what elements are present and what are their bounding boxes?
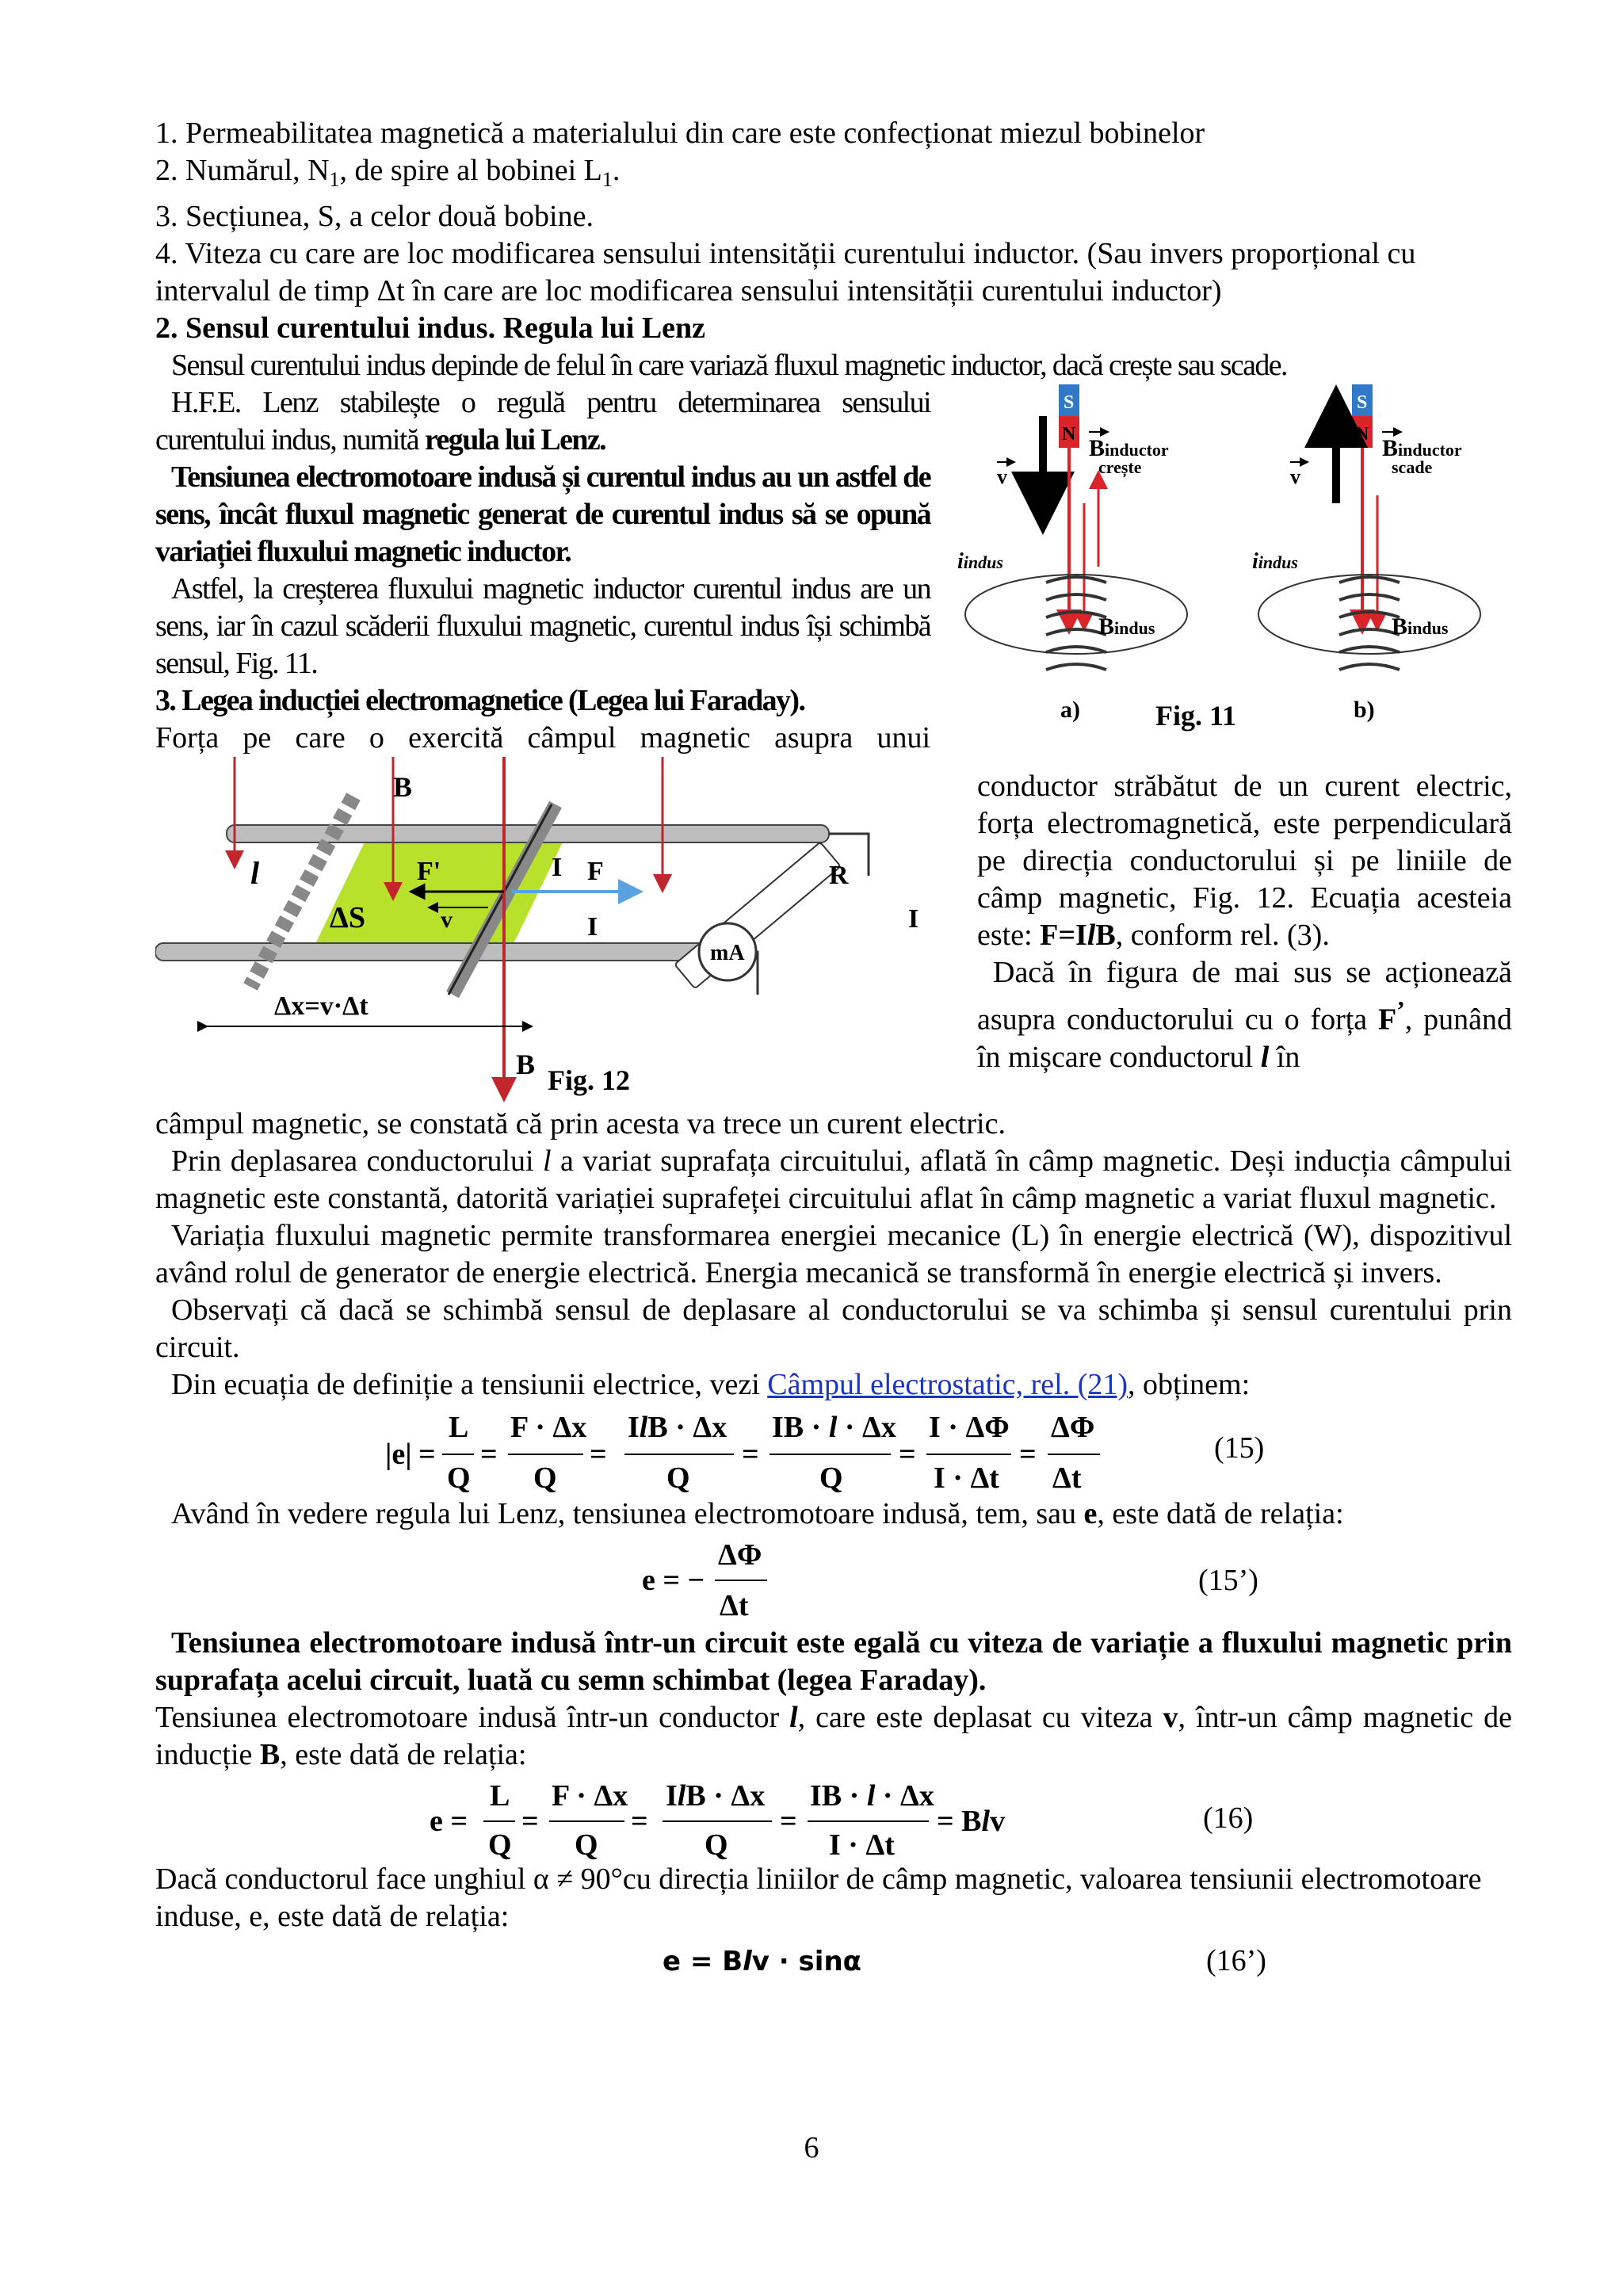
eq16-f1-num: L [490, 1779, 510, 1813]
label-f: F [587, 857, 604, 886]
equation-15 [155, 1408, 1512, 1496]
eq16-result: = Blv [937, 1805, 1006, 1838]
eq16-f3-num: IlB · Δx [666, 1779, 766, 1813]
eq15-f4-num: IB · l · Δx [772, 1411, 896, 1444]
paragraph-continuation: câmpul magnetic, se constată că prin acesta va trece un curent electric. [155, 1107, 1006, 1140]
label-i-3: I [908, 904, 919, 934]
label-v-a: v [997, 465, 1007, 488]
paragraph-observe: Observați că dacă se schimbă sensul de deplasare al conductorului se va schimba și sensul curentului prin circuit. [155, 1293, 1512, 1364]
label-i-indus-b: iindus [1252, 549, 1298, 574]
label-b-inductor-a: Binductor [1089, 435, 1169, 461]
section-3-heading: 3. Legea inducției electromagnetice (Legea lui Faraday). [155, 684, 805, 717]
label-v: v [441, 907, 453, 933]
eq15-f3-num: IlB · Δx [628, 1411, 727, 1444]
force-description: conductor străbătut de un curent electric, forța electromagnetică, este perpendiculară pe direcția conductorului și pe liniile de câmp magnetic, Fig. 12. Ecuația acesteia este: F=IlB, conform rel. (3). [977, 770, 1512, 952]
eq15-f3-den: Q [666, 1461, 690, 1495]
label-dx: Δx=v·Δt [274, 991, 369, 1021]
eq15-f2-den: Q [533, 1461, 557, 1495]
page-number: 6 [804, 2131, 819, 2164]
label-creste: crește [1098, 457, 1142, 477]
eq16-f2-num: F · Δx [552, 1779, 628, 1813]
eq15-f4-den: Q [819, 1461, 843, 1495]
current-loop-b [1258, 575, 1480, 654]
eq15-eq-4: = [742, 1438, 759, 1471]
figure-11-diagram [957, 384, 1512, 741]
label-scade: scade [1392, 457, 1433, 477]
current-loop-a [965, 575, 1187, 654]
eq15-number: (15) [1214, 1431, 1265, 1465]
equation-16-svg [155, 1778, 1512, 1861]
label-fp: F' [417, 857, 441, 886]
label-v-b: v [1290, 465, 1300, 488]
eq16-f3-den: Q [705, 1828, 728, 1862]
label-s-b: S [1357, 392, 1368, 413]
equation-15-prime [155, 1538, 1512, 1625]
section-2-heading: 2. Sensul curentului indus. Regula lui Lenz [155, 311, 706, 345]
force-action-paragraph: Dacă în figura de mai sus se acționează asupra conductorului cu o forța F’, punând în mișcare conductorul l în [977, 956, 1512, 1074]
eq15-f6-num: ΔΦ [1051, 1411, 1095, 1444]
figure-12 [155, 757, 948, 1106]
equation-16-prime-svg [155, 1940, 1512, 1980]
rail-top [227, 825, 829, 842]
label-b-indus-b: Bindus [1392, 613, 1449, 640]
section-2-left-column [155, 384, 930, 757]
label-b-inductor-b: Binductor [1382, 435, 1462, 461]
lenz-paragraph: H.F.E. Lenz stabilește o regulă pentru determinarea sensului curentului indus, numită regula lui Lenz. [155, 386, 930, 457]
label-i-1: I [552, 853, 563, 882]
label-b-top: B [393, 771, 413, 803]
eq15p-number: (15’) [1198, 1564, 1258, 1597]
eq15-eq-3: = [590, 1438, 607, 1471]
eq15-eq-5: = [899, 1438, 916, 1471]
page-body [155, 115, 1512, 1980]
eq15p-lhs: e = − [642, 1564, 705, 1597]
eq16-f1-den: Q [488, 1828, 512, 1862]
eq15-f2-num: F · Δx [510, 1411, 587, 1444]
label-b-bottom: B [516, 1049, 536, 1080]
eq16p-number: (16’) [1206, 1944, 1266, 1977]
label-l: l [250, 855, 260, 891]
section-3-right-column [977, 757, 1512, 1106]
lenz-rule: Tensiunea electromotoare indusă și curentul indus au un astfel de sens, încât fluxul magnetic generat de curentul indus să se opună variației fluxului magnetic inductor. [155, 460, 930, 568]
eq16-lhs: e = [430, 1805, 468, 1838]
eq16p-expression: e = Blv · sinα [663, 1946, 862, 1977]
figure-12-caption: Fig. 12 [548, 1064, 630, 1096]
eq15-f5-den: I · Δt [934, 1461, 999, 1495]
paragraph-lenz-relation: Având în vedere regula lui Lenz, tensiunea electromotoare indusă, tem, sau e, este dată de relația: [171, 1497, 1344, 1530]
coil-a [1046, 577, 1106, 670]
rail-bottom [155, 943, 726, 961]
list-item-1: 1. Permeabilitatea magnetică a materialului din care este confecționat miezul bobinelor [155, 117, 1205, 150]
figure-11 [957, 384, 1512, 757]
eq16-eq-4: = [780, 1805, 797, 1838]
equation-16 [155, 1778, 1512, 1861]
list-item-4: 4. Viteza cu care are loc modificarea sensului intensității curentului inductor. (Sau invers proporțional cu intervalul de timp Δt în care are loc modificarea sensului intensității curentului inductor) [155, 237, 1416, 308]
eq16-number: (16) [1203, 1801, 1254, 1835]
faraday-law-statement: Tensiunea electromotoare indusă într-un circuit este egală cu viteza de variație a fluxului magnetic prin suprafața acelui circuit, luată cu semn schimbat (legea Faraday). [155, 1626, 1512, 1697]
eq15-f1-den: Q [447, 1461, 471, 1495]
coil-b [1339, 577, 1400, 670]
figure-11-panel-b [1252, 384, 1480, 723]
paragraph-surface-variation: Prin deplasarea conductorului l a variat suprafața circuitului, aflată în câmp magnetic. Deși inducția câmpului magnetic este constantă, datorită variației suprafeței circuitului aflat în câmp magnetic a variat fluxul magnetic. [155, 1144, 1512, 1215]
figure-11-caption: Fig. 11 [1155, 700, 1237, 732]
eq16-eq-3: = [631, 1805, 648, 1838]
equation-15-prime-svg [155, 1538, 1512, 1625]
section-2-columns [155, 384, 1512, 757]
eq15-f6-den: Δt [1052, 1461, 1082, 1495]
label-delta-s: ΔS [330, 901, 365, 934]
section-2-paragraph-1: Sensul curentului indus depinde de felul în care variază fluxul magnetic inductor, dacă crește sau scade. [171, 349, 1287, 382]
section-3-columns [155, 757, 1512, 1106]
label-n-a: N [1062, 424, 1076, 445]
eq15p-den: Δt [720, 1589, 749, 1622]
paragraph-energy: Variația fluxului magnetic permite transformarea energiei mecanice (L) în energie electrică (W), dispozitivul având rolul de generator de energie electrică. Energia mecanică se transformă în energie electrică și invers. [155, 1219, 1512, 1289]
label-s-a: S [1064, 392, 1075, 413]
paragraph-definition: Din ecuația de definiție a tensiunii electrice, vezi Câmpul electrostatic, rel. (21), obținem: [171, 1368, 1251, 1401]
figure-12-diagram [155, 757, 932, 1106]
equation-15-svg [155, 1408, 1512, 1496]
eq15-f5-num: I · ΔΦ [929, 1411, 1010, 1444]
lenz-explanation: Astfel, la creșterea fluxului magnetic inductor curentul indus are un sens, iar în cazul scăderii fluxului magnetic, curentul indus își schimbă sensul, Fig. 11. [155, 572, 930, 680]
link-camp-electrostatic[interactable]: Câmpul electrostatic, rel. (21) [767, 1368, 1128, 1401]
label-panel-b: b) [1354, 697, 1375, 723]
eq15-eq-6: = [1019, 1438, 1037, 1471]
eq15-eq-2: = [480, 1438, 498, 1471]
paragraph-conductor-emf: Tensiunea electromotoare indusă într-un conductor l, care este deplasat cu viteza v, într-un câmp magnetic de inducție B, este dată de relația: [155, 1701, 1513, 1771]
label-i-indus-a: iindus [957, 549, 1003, 574]
eq15p-num: ΔΦ [718, 1538, 762, 1572]
figure-11-panel-a [957, 384, 1187, 723]
label-n-b: N [1355, 424, 1369, 445]
equation-16-prime [155, 1940, 1512, 1980]
eq16-f4-den: I · Δt [829, 1828, 895, 1862]
eq16-eq-2: = [521, 1805, 539, 1838]
eq15-eq-1: = [418, 1438, 436, 1471]
label-r: R [829, 861, 849, 890]
eq15-abs-e: |e| [385, 1438, 412, 1471]
eq15-f1-num: L [449, 1411, 469, 1444]
label-b-indus-a: Bindus [1098, 613, 1155, 640]
eq16-f4-num: IB · l · Δx [810, 1779, 934, 1813]
list-item-3: 3. Secțiunea, S, a celor două bobine. [155, 200, 594, 233]
eq16-f2-den: Q [575, 1828, 598, 1862]
section-3-paragraph-start: Forța pe care o exercită câmpul magnetic asupra unui [155, 721, 930, 755]
list-item-2: 2. Numărul, $N_1$, de spire al bobinei $L_1$. [155, 154, 621, 191]
label-panel-a: a) [1060, 697, 1080, 723]
label-i-2: I [587, 912, 598, 942]
paragraph-angle: Dacă conductorul face unghiul α ≠ 90°cu direcția liniilor de câmp magnetic, valoarea tensiunii electromotoare induse, e, este dată de relația: [155, 1862, 1482, 1933]
label-ma: mA [710, 941, 745, 965]
